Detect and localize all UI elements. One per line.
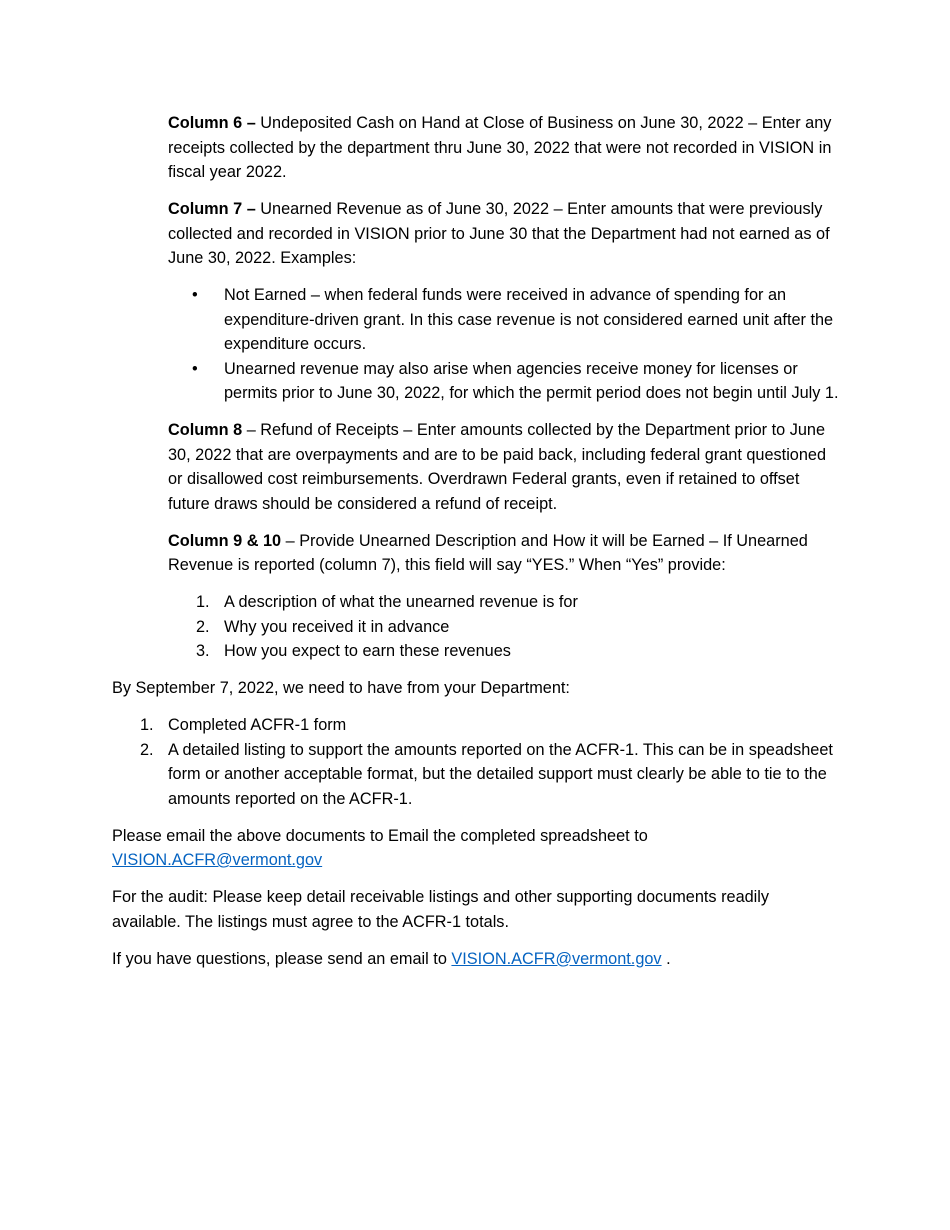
column-6-paragraph xyxy=(168,111,842,185)
list-item xyxy=(112,713,842,738)
questions-paragraph xyxy=(112,947,842,972)
deadline-paragraph: By September 7, 2022, we need to have from your Department: xyxy=(112,679,570,697)
list-item xyxy=(168,357,842,406)
list-item xyxy=(168,615,842,640)
bullet-icon: • xyxy=(192,286,198,304)
list-item xyxy=(168,283,842,357)
list-item-text: Completed ACFR-1 form xyxy=(168,716,347,734)
list-item-text: Unearned revenue may also arise when agencies receive money for licenses or permits prior to June 30, 2022, for which the permit period does not begin until July 1. xyxy=(224,359,839,402)
list-item-text: A detailed listing to support the amounts reported on the ACFR-1. This can be in speadsheet form or another acceptable format, but the detailed support must clearly be able to tie to the amounts reported on the ACFR-1. xyxy=(168,740,833,808)
list-item-text: How you expect to earn these revenues xyxy=(224,642,511,660)
column-8-label: Column 8 xyxy=(168,421,243,439)
column-instructions xyxy=(168,111,842,664)
column-7-paragraph xyxy=(168,197,842,271)
list-number: 1. xyxy=(196,593,210,611)
list-item xyxy=(112,738,842,812)
audit-paragraph: For the audit: Please keep detail receivable listings and other supporting documents readily available. The listings must agree to the ACFR-1 totals. xyxy=(112,888,770,931)
column-9-10-paragraph xyxy=(168,529,842,578)
list-item-text: Why you received it in advance xyxy=(224,617,450,636)
list-number: 2. xyxy=(140,740,154,759)
deadline-requirements-list xyxy=(112,713,842,811)
bullet-icon: • xyxy=(192,359,198,378)
questions-email-link[interactable]: VISION.ACFR@vermont.gov xyxy=(451,949,662,968)
column-7-examples-list xyxy=(168,283,842,406)
email-paragraph-text: Please email the above documents to Email the completed spreadsheet to xyxy=(112,826,648,845)
list-item-text: A description of what the unearned revenue is for xyxy=(224,593,578,611)
list-number: 2. xyxy=(196,617,210,636)
column-8-text: – Refund of Receipts – Enter amounts collected by the Department prior to June 30, 2022 that are overpayments and are to be paid back, including federal grant questioned or disallowed cost reimbursements. Overdrawn Federal grants, even if retained to offset future draws should be considered a refund of receipt. xyxy=(168,421,827,513)
list-item xyxy=(168,590,842,615)
column-9-10-label: Column 9 & 10 xyxy=(168,531,282,550)
column-8-paragraph xyxy=(168,418,842,516)
list-number: 3. xyxy=(196,642,210,660)
list-item-text: Not Earned – when federal funds were received in advance of spending for an expenditure-driven grant. In this case revenue is not considered earned unit after the expenditure occurs. xyxy=(224,286,834,353)
column-9-10-text: – Provide Unearned Description and How it will be Earned – If Unearned Revenue is reported (column 7), this field will say “YES.” When “Yes” provide: xyxy=(168,531,808,574)
column-6-label: Column 6 – xyxy=(168,114,256,132)
unearned-provide-list xyxy=(168,590,842,664)
column-6-text: Undeposited Cash on Hand at Close of Business on June 30, 2022 – Enter any receipts collected by the department thru June 30, 2022 that were not recorded in VISION in fiscal year 2022. xyxy=(168,114,832,181)
email-paragraph xyxy=(112,824,842,873)
list-item xyxy=(168,639,842,664)
column-7-label: Column 7 – xyxy=(168,200,256,218)
column-7-text: Unearned Revenue as of June 30, 2022 – Enter amounts that were previously collected and recorded in VISION prior to June 30 that the Department had not earned as of June 30, 2022. Examples: xyxy=(168,200,830,267)
questions-paragraph-suffix: . xyxy=(661,949,671,968)
questions-paragraph-text: If you have questions, please send an email to xyxy=(112,949,452,968)
list-number: 1. xyxy=(140,716,154,734)
email-link[interactable]: VISION.ACFR@vermont.gov xyxy=(112,851,323,869)
